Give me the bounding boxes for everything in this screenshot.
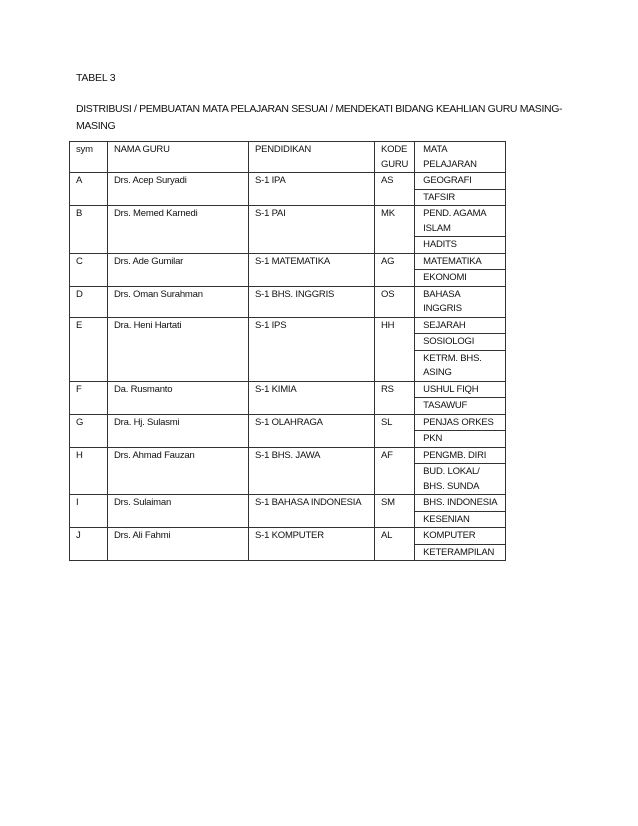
cell-teacher-name: Drs. Sulaiman: [108, 495, 249, 528]
cell-sym: H: [70, 447, 108, 495]
cell-subject: PKN: [415, 431, 506, 448]
cell-subject: BHS. INDONESIA: [415, 495, 506, 512]
header-education: PENDIDIKAN: [249, 142, 375, 173]
table-row: [70, 317, 506, 334]
cell-teacher-name: Drs. Memed Karnedi: [108, 206, 249, 254]
cell-teacher-code: OS: [375, 286, 415, 317]
cell-teacher-code: AL: [375, 528, 415, 561]
cell-teacher-name: Drs. Acep Suryadi: [108, 173, 249, 206]
table-row: [70, 495, 506, 512]
cell-subject: SOSIOLOGI: [415, 334, 506, 351]
table-row: [70, 253, 506, 270]
cell-sym: G: [70, 414, 108, 447]
cell-subject: PENGMB. DIRI: [415, 447, 506, 464]
table-row: [70, 381, 506, 398]
table-row: [70, 414, 506, 431]
cell-teacher-name: Da. Rusmanto: [108, 381, 249, 414]
cell-teacher-code: SM: [375, 495, 415, 528]
cell-education: S-1 IPA: [249, 173, 375, 206]
header-code: KODE GURU: [375, 142, 415, 173]
cell-sym: D: [70, 286, 108, 317]
cell-sym: B: [70, 206, 108, 254]
table-row: [70, 206, 506, 237]
cell-teacher-name: Dra. Heni Hartati: [108, 317, 249, 381]
table-title: TABEL 3: [76, 72, 116, 84]
cell-subject: HADITS: [415, 237, 506, 254]
table-subtitle: DISTRIBUSI / PEMBUATAN MATA PELAJARAN SESUAI / MENDEKATI BIDANG KEAHLIAN GURU MASING-MASING: [76, 103, 563, 132]
cell-teacher-code: AS: [375, 173, 415, 206]
cell-subject: EKONOMI: [415, 270, 506, 287]
cell-subject: BUD. LOKAL/ BHS. SUNDA: [415, 464, 506, 495]
cell-education: S-1 BAHASA INDONESIA: [249, 495, 375, 528]
cell-education: S-1 KIMIA: [249, 381, 375, 414]
header-name: NAMA GURU: [108, 142, 249, 173]
cell-subject: USHUL FIQH: [415, 381, 506, 398]
cell-teacher-name: Drs. Ade Gumilar: [108, 253, 249, 286]
cell-sym: F: [70, 381, 108, 414]
table-row: [70, 173, 506, 190]
cell-sym: A: [70, 173, 108, 206]
table-body: [70, 142, 506, 561]
cell-teacher-code: HH: [375, 317, 415, 381]
cell-sym: J: [70, 528, 108, 561]
cell-teacher-name: Dra. Hj. Sulasmi: [108, 414, 249, 447]
cell-education: S-1 IPS: [249, 317, 375, 381]
cell-subject: KOMPUTER: [415, 528, 506, 545]
cell-sym: C: [70, 253, 108, 286]
header-sym: sym: [70, 142, 108, 173]
cell-education: S-1 BHS. INGGRIS: [249, 286, 375, 317]
cell-subject: GEOGRAFI: [415, 173, 506, 190]
cell-teacher-code: AF: [375, 447, 415, 495]
cell-teacher-name: Drs. Ali Fahmi: [108, 528, 249, 561]
cell-teacher-name: Drs. Oman Surahman: [108, 286, 249, 317]
cell-teacher-code: MK: [375, 206, 415, 254]
table-row: [70, 286, 506, 317]
cell-sym: E: [70, 317, 108, 381]
cell-subject: SEJARAH: [415, 317, 506, 334]
teacher-distribution-table: [69, 141, 506, 561]
cell-subject: TASAWUF: [415, 398, 506, 415]
header-subjects: MATA PELAJARAN: [415, 142, 506, 173]
cell-subject: PEND. AGAMA ISLAM: [415, 206, 506, 237]
cell-sym: I: [70, 495, 108, 528]
header-row: [70, 142, 506, 173]
cell-subject: KETERAMPILAN: [415, 544, 506, 561]
cell-education: S-1 PAI: [249, 206, 375, 254]
cell-subject: KESENIAN: [415, 511, 506, 528]
cell-subject: MATEMATIKA: [415, 253, 506, 270]
cell-teacher-code: AG: [375, 253, 415, 286]
cell-education: S-1 BHS. JAWA: [249, 447, 375, 495]
cell-teacher-code: SL: [375, 414, 415, 447]
cell-teacher-code: RS: [375, 381, 415, 414]
cell-teacher-name: Drs. Ahmad Fauzan: [108, 447, 249, 495]
table-row: [70, 528, 506, 545]
cell-subject: TAFSIR: [415, 189, 506, 206]
cell-education: S-1 MATEMATIKA: [249, 253, 375, 286]
cell-subject: PENJAS ORKES: [415, 414, 506, 431]
cell-education: S-1 KOMPUTER: [249, 528, 375, 561]
cell-education: S-1 OLAHRAGA: [249, 414, 375, 447]
table-row: [70, 447, 506, 464]
cell-subject: BAHASA INGGRIS: [415, 286, 506, 317]
cell-subject: KETRM. BHS. ASING: [415, 350, 506, 381]
